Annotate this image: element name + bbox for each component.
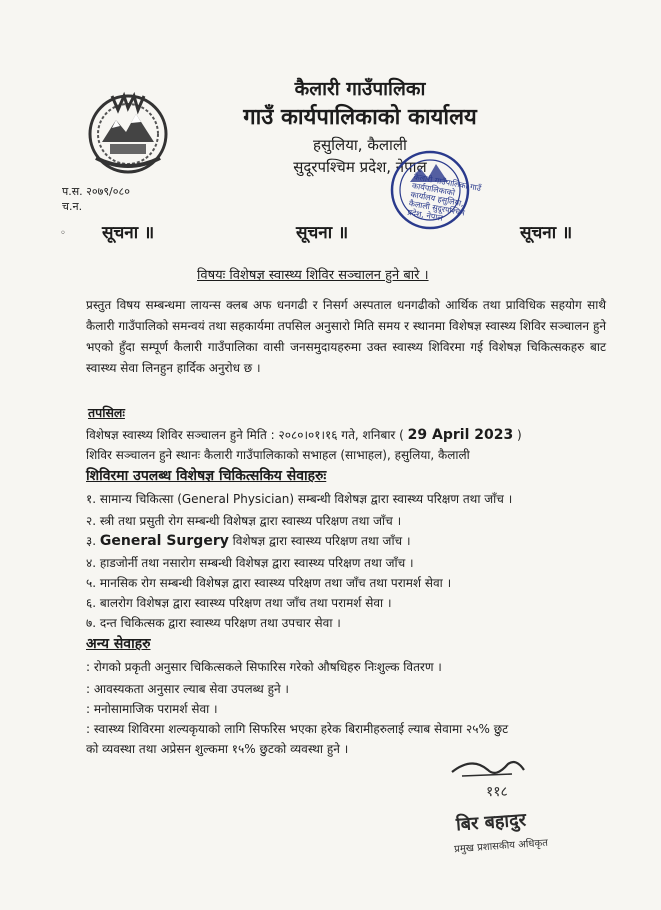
date-prefix: विशेषज्ञ स्वास्थ्य शिविर सञ्चालन हुने मिति : २०८०।०१।१६ गते, शनिबार ( [86, 428, 408, 442]
signatory-name: बिर बहादुर [455, 809, 527, 836]
camp-venue-line: शिविर सञ्चालन हुने स्थानः कैलारी गाउँपालिकाको सभाहल (साभाहल), हसुलिया, कैलाली [86, 448, 470, 462]
notice-heading-center: सूचना ॥ [296, 223, 349, 243]
signature-scribble: ११८ [486, 784, 508, 800]
office-address: हसुलिया, कैलाली [313, 136, 407, 154]
province-line: सुदूरपश्चिम प्रदेश, नेपाल [293, 158, 427, 176]
other-services-heading: अन्य सेवाहरु [86, 636, 151, 652]
services-heading: शिविरमा उपलब्ध विशेषज्ञ चिकित्सकिय सेवाहरुः [86, 468, 327, 484]
service-english-name: General Surgery [99, 533, 229, 549]
body-paragraph: प्रस्तुत विषय सम्बन्धमा लायन्स क्लब अफ धनगढी र निसर्ग अस्पताल धनगढीको आर्थिक तथा प्राविधिक सहयोग साथै कैलारी गाउँपालिको समन्वयं तथा सहकार्यमा तपसिल अनुसारो मिति समय र स्थानमा विशेषज्ञ स्वास्थ्य शिविर सञ्चालन हुने भएको हुँदा सम्पूर्ण कैलारी गाउँपालिका वासी जनसमुदायहरुमा उक्त स्वास्थ्य शिविरमा गई विशेषज्ञ चिकित्सकहरु बाट स्वास्थ्य सेवा लिनहुन हार्दिक अनुरोध छ । [86, 298, 606, 375]
service-item: २. स्त्री तथा प्रसुती रोग सम्बन्धी विशेषज्ञ द्वारा स्वास्थ्य परिक्षण तथा जाँच । [86, 514, 402, 528]
municipality-name: कैलारी गाउँपालिका [294, 78, 426, 100]
signatory-title: प्रमुख प्रशासकीय अधिकृत [453, 837, 549, 856]
service-number: ३. [86, 534, 100, 548]
notice-heading-right: सूचना ॥ [520, 223, 573, 243]
other-service-item: : मनोसामाजिक परामर्श सेवा । [86, 702, 218, 716]
service-item: ५. मानसिक रोग सम्बन्धी विशेषज्ञ द्वारा स्वास्थ्य परिक्षण तथा जाँच तथा परामर्श सेवा । [86, 576, 452, 590]
service-description: विशेषज्ञ द्वारा स्वास्थ्य परिक्षण तथा जाँच । [228, 534, 411, 548]
other-service-item: : रोगको प्रकृती अनुसार चिकित्सकले सिफारिस गरेको औषधिहरु निःशुल्क वितरण । [86, 660, 442, 674]
mark: ◦ [60, 228, 66, 239]
office-name: गाउँ कार्यपालिकाको कार्यालय [243, 105, 477, 130]
stamp-text: कैलारी गाउँपालिका गाउँ कार्यपालिकाको कार्यालय हसुलिया, कैलाली सुदूरपश्चिम प्रदेश, नेपाल [406, 172, 482, 223]
camp-date-line [86, 426, 522, 444]
service-item: ७. दन्त चिकित्सक द्वारा स्वास्थ्य परिक्षण तथा उपचार सेवा । [86, 616, 341, 630]
chalani-number: च.न. [62, 200, 83, 213]
office-header [180, 76, 540, 178]
other-service-item: : स्वास्थ्य शिविरमा शल्यकृयाको लागि सिफरिस भएका हरेक बिरामीहरुलाई ल्याब सेवामा २५% छुट [86, 722, 509, 736]
nepal-emblem-icon [82, 84, 174, 176]
service-item: ४. हाडजोर्नी तथा नसारोग सम्बन्धी विशेषज्ञ द्वारा स्वास्थ्य परिक्षण तथा जाँच । [86, 556, 414, 570]
date-suffix: ) [513, 428, 522, 442]
date-english: 29 April 2023 [407, 427, 514, 443]
tapsil-label: तपसिलः [88, 405, 125, 420]
service-item: १. सामान्य चिकित्सा (General Physician) सम्बन्धी विशेषज्ञ द्वारा स्वास्थ्य परिक्षण तथा जाँच । [86, 492, 513, 506]
notice-heading-left: सूचना ॥ [102, 223, 155, 243]
patra-sankhya: प.स. २०७९/०८० [62, 185, 130, 198]
subject-line: विषयः विशेषज्ञ स्वास्थ्य शिविर सञ्चालन हुने बारे । [197, 268, 429, 283]
service-item [86, 532, 411, 550]
reference-numbers [62, 184, 130, 214]
service-item: ६. बालरोग विशेषज्ञ द्वारा स्वास्थ्य परिक्षण तथा जाँच तथा परामर्श सेवा । [86, 596, 392, 610]
other-service-item: : आवस्यकता अनुसार ल्याब सेवा उपलब्ध हुने । [86, 682, 289, 696]
other-service-item: को व्यवस्था तथा अप्रेसन शुल्कमा १५% छुटको व्यवस्था हुने । [86, 742, 349, 756]
